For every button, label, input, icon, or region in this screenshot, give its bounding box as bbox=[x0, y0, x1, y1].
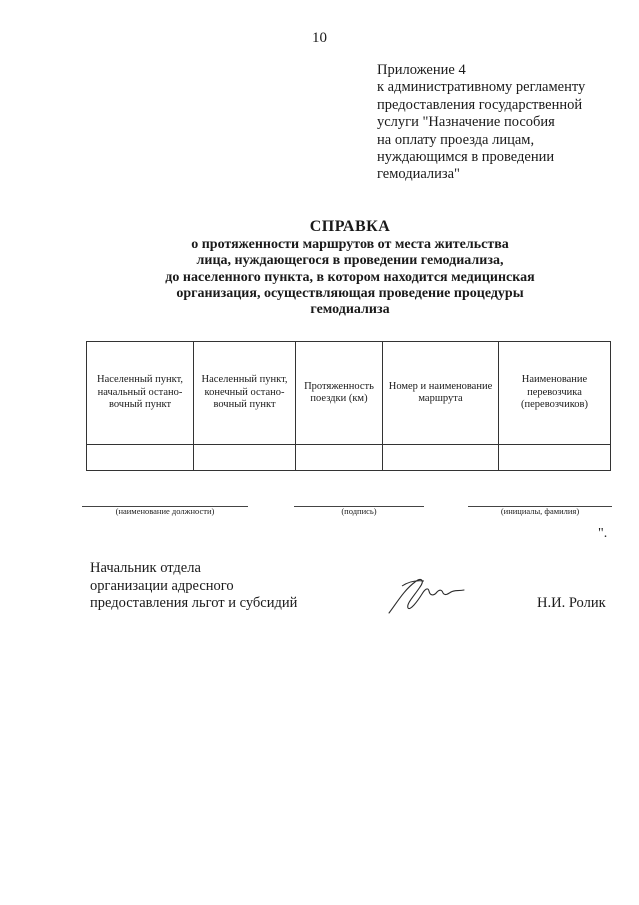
document-heading bbox=[80, 218, 620, 318]
table-row bbox=[87, 445, 611, 471]
annex-line: Приложение 4 bbox=[377, 62, 466, 78]
subtitle-line: до населенного пункта, в котором находится медицинская bbox=[165, 269, 535, 285]
signer-name: Н.И. Ролик bbox=[537, 595, 606, 611]
annex-line: гемодиализа" bbox=[377, 166, 460, 183]
header-carrier-name: Наименование перевозчика (перевозчиков) bbox=[499, 342, 611, 445]
table-cell bbox=[87, 445, 194, 471]
signer-title bbox=[90, 560, 297, 613]
table-cell bbox=[194, 445, 296, 471]
annex-line: нуждающимся в проведении bbox=[377, 149, 555, 166]
page-number: 10 bbox=[312, 30, 327, 46]
closing-quote: ". bbox=[598, 526, 608, 541]
handwritten-signature bbox=[384, 572, 468, 618]
subtitle-line: о протяженности маршрутов от места жительства bbox=[191, 237, 509, 252]
routes-table bbox=[86, 341, 611, 471]
table-cell bbox=[296, 445, 383, 471]
signer-title-line: Начальник отдела bbox=[90, 560, 201, 576]
header-trip-length: Протяженность поездки (км) bbox=[296, 342, 383, 445]
document-title: СПРАВКА bbox=[309, 218, 391, 235]
position-caption: (наименование должности) bbox=[115, 506, 215, 516]
header-route-number: Номер и наименование маршрута bbox=[383, 342, 499, 445]
table-header-row bbox=[87, 342, 611, 445]
table-cell bbox=[499, 445, 611, 471]
annex-line: к административному регламенту bbox=[377, 79, 586, 96]
signer-title-line: предоставления льгот и субсидий bbox=[90, 595, 298, 611]
table-cell bbox=[383, 445, 499, 471]
name-caption: (инициалы, фамилия) bbox=[500, 506, 580, 516]
annex-line: на оплату проезда лицам, bbox=[377, 131, 535, 148]
subtitle-line: гемодиализа bbox=[310, 302, 390, 318]
header-start-point: Населенный пункт, начальный остано-вочный пункт bbox=[87, 342, 194, 445]
subtitle-line: лица, нуждающегося в проведении гемодиализа, bbox=[196, 253, 504, 269]
annex-line: предоставления государственной bbox=[377, 96, 583, 113]
signer-title-line: организации адресного bbox=[90, 577, 234, 594]
signature-caption: (подпись) bbox=[341, 506, 377, 516]
header-end-point: Населенный пункт, конечный остано-вочный пункт bbox=[194, 342, 296, 445]
annex-note bbox=[377, 62, 585, 184]
annex-line: услуги "Назначение пособия bbox=[377, 114, 555, 131]
subtitle-line: организация, осуществляющая проведение процедуры bbox=[176, 285, 524, 301]
document-subtitle bbox=[80, 237, 620, 318]
